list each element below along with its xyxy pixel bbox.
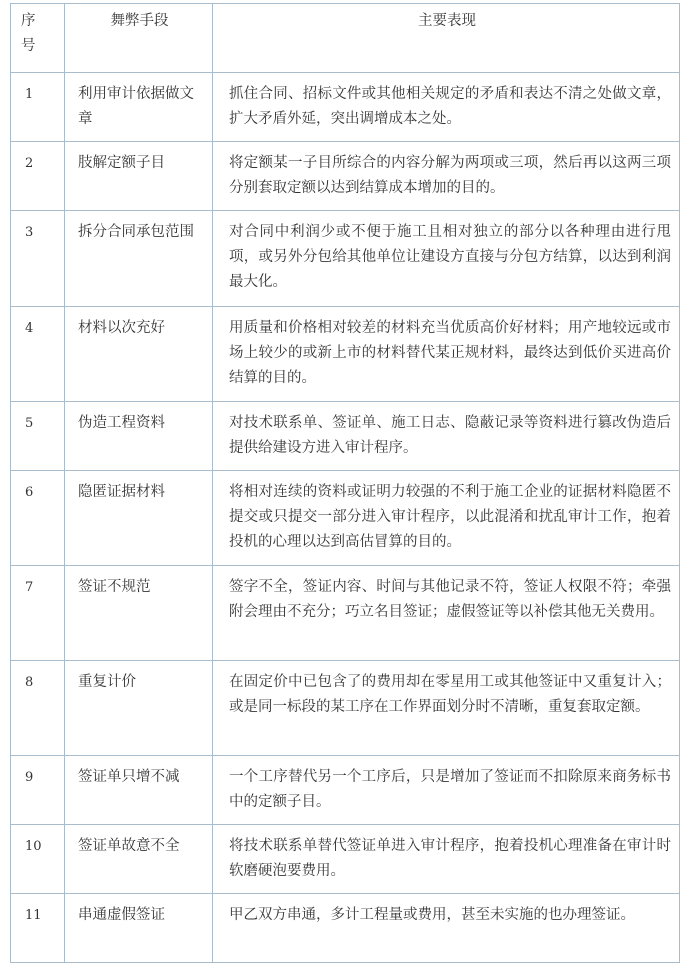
row-index: 1 <box>11 73 65 142</box>
row-method: 签证不规范 <box>65 566 213 661</box>
row-description: 签字不全，签证内容、时间与其他记录不符，签证人权限不符；牵强附会理由不充分；巧立名目签证；虚假签证等以补偿其他无关费用。 <box>213 566 680 661</box>
row-index: 3 <box>11 211 65 307</box>
header-index: 序号 <box>11 4 65 73</box>
row-method: 串通虚假签证 <box>65 894 213 963</box>
row-method: 拆分合同承包范围 <box>65 211 213 307</box>
table-row <box>11 73 680 142</box>
row-description: 将技术联系单替代签证单进入审计程序，抱着投机心理准备在审计时软磨硬泡要费用。 <box>213 825 680 894</box>
header-method: 舞弊手段 <box>65 4 213 73</box>
row-method: 重复计价 <box>65 661 213 756</box>
row-description: 一个工序替代另一个工序后，只是增加了签证而不扣除原来商务标书中的定额子目。 <box>213 756 680 825</box>
table-row <box>11 756 680 825</box>
table-header-row <box>11 4 680 73</box>
table-row <box>11 894 680 963</box>
row-index: 7 <box>11 566 65 661</box>
table-row <box>11 566 680 661</box>
row-index: 6 <box>11 471 65 566</box>
row-method: 材料以次充好 <box>65 307 213 402</box>
row-index: 10 <box>11 825 65 894</box>
row-description: 用质量和价格相对较差的材料充当优质高价好材料；用产地较远或市场上较少的或新上市的材料替代某正规材料，最终达到低价买进高价结算的目的。 <box>213 307 680 402</box>
table-row <box>11 142 680 211</box>
row-index: 5 <box>11 402 65 471</box>
table-row <box>11 402 680 471</box>
table-row <box>11 307 680 402</box>
row-description: 对合同中利润少或不便于施工且相对独立的部分以各种理由进行甩项，或另外分包给其他单位让建设方直接与分包方结算，以达到利润最大化。 <box>213 211 680 307</box>
table-row <box>11 211 680 307</box>
row-description: 对技术联系单、签证单、施工日志、隐蔽记录等资料进行篡改伪造后提供给建设方进入审计程序。 <box>213 402 680 471</box>
row-method: 签证单只增不减 <box>65 756 213 825</box>
row-method: 隐匿证据材料 <box>65 471 213 566</box>
row-method: 伪造工程资料 <box>65 402 213 471</box>
row-index: 9 <box>11 756 65 825</box>
row-description: 甲乙双方串通，多计工程量或费用，甚至未实施的也办理签证。 <box>213 894 680 963</box>
table-row <box>11 825 680 894</box>
row-description: 抓住合同、招标文件或其他相关规定的矛盾和表达不清之处做文章，扩大矛盾外延，突出调增成本之处。 <box>213 73 680 142</box>
fraud-methods-table <box>10 3 680 963</box>
row-method: 肢解定额子目 <box>65 142 213 211</box>
row-description: 将相对连续的资料或证明力较强的不利于施工企业的证据材料隐匿不提交或只提交一部分进入审计程序，以此混淆和扰乱审计工作，抱着投机的心理以达到高估冒算的目的。 <box>213 471 680 566</box>
row-description: 将定额某一子目所综合的内容分解为两项或三项，然后再以这两三项分别套取定额以达到结算成本增加的目的。 <box>213 142 680 211</box>
row-index: 2 <box>11 142 65 211</box>
table-row <box>11 661 680 756</box>
row-method: 利用审计依据做文章 <box>65 73 213 142</box>
row-index: 8 <box>11 661 65 756</box>
row-index: 4 <box>11 307 65 402</box>
row-method: 签证单故意不全 <box>65 825 213 894</box>
header-description: 主要表现 <box>213 4 680 73</box>
table-row <box>11 471 680 566</box>
row-description: 在固定价中已包含了的费用却在零星用工或其他签证中又重复计入；或是同一标段的某工序在工作界面划分时不清晰，重复套取定额。 <box>213 661 680 756</box>
row-index: 11 <box>11 894 65 963</box>
